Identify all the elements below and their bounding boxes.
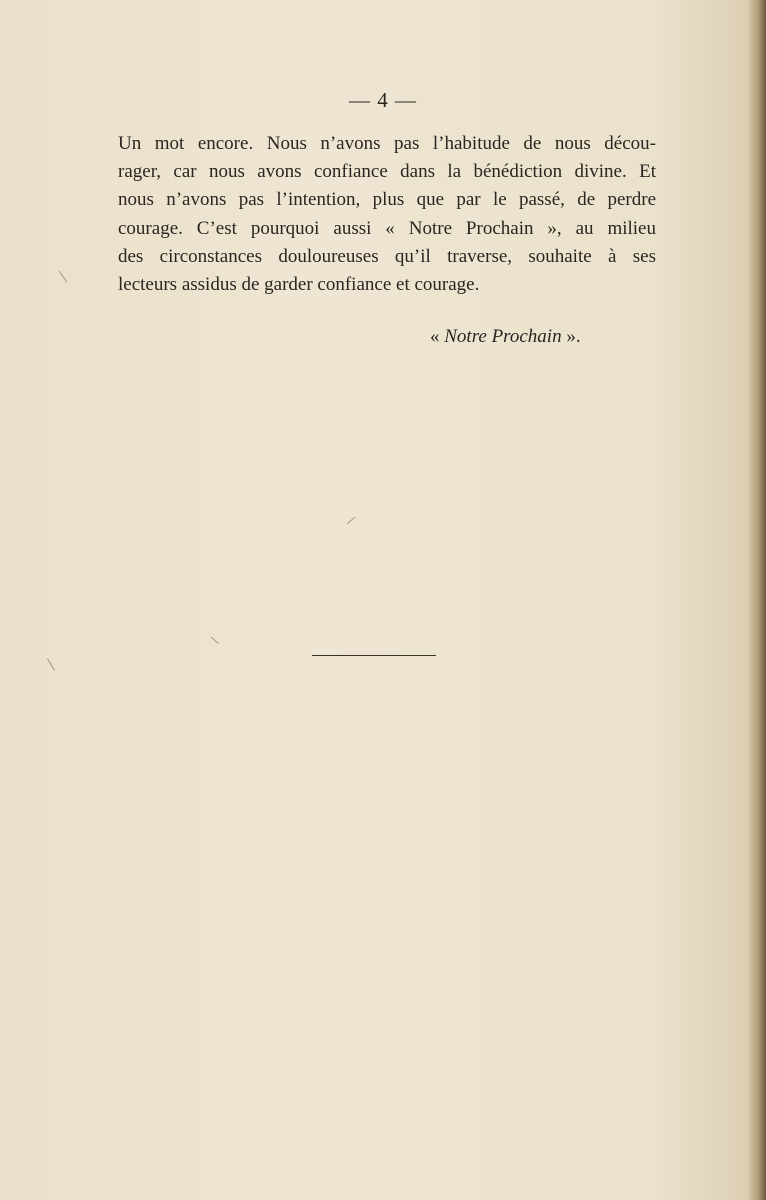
signature-name: Notre Prochain xyxy=(444,326,562,347)
body-line: courage. C’est pourquoi aussi « Notre Prochain », au milieu xyxy=(118,217,656,239)
body-line: des circonstances douloureuses qu’il traverse, souhaite à ses xyxy=(118,245,656,267)
signature xyxy=(430,326,581,348)
body-line: Un mot encore. Nous n’avons pas l’habitude de nous décou- xyxy=(118,133,656,154)
page-edge-shadow xyxy=(748,0,766,1200)
section-divider-rule xyxy=(312,655,436,656)
signature-close-quote: ». xyxy=(566,326,581,347)
body-line: rager, car nous avons confiance dans la bénédiction divine. Et xyxy=(118,161,656,183)
body-line: lecteurs assidus de garder confiance et courage. xyxy=(118,274,480,296)
body-line: nous n’avons pas l’intention, plus que par le passé, de perdre xyxy=(118,189,656,211)
page-number: — 4 — xyxy=(349,88,417,112)
body-paragraph xyxy=(118,130,656,299)
signature-open-quote: « xyxy=(430,326,440,347)
